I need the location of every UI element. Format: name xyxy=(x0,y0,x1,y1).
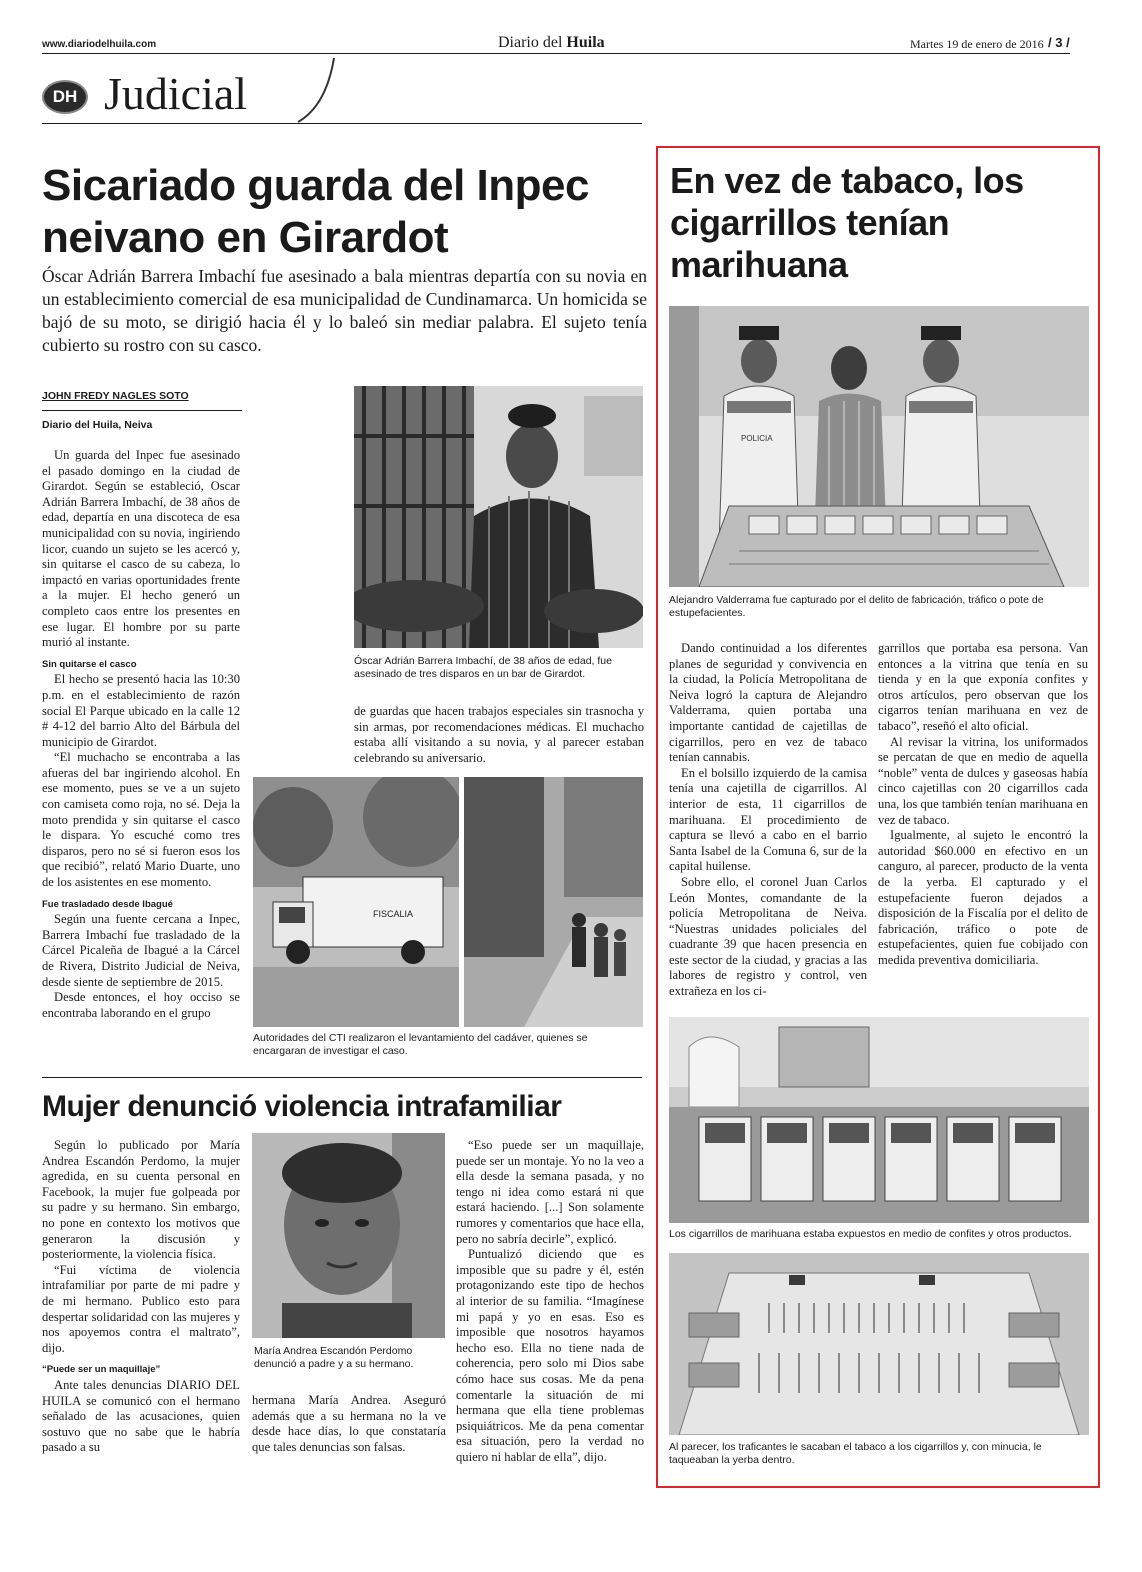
cti-photo-caption: Autoridades del CTI realizaron el levantamiento del cadáver, quienes se encargaran de investigar el caso. xyxy=(253,1032,588,1057)
article1-column-1 xyxy=(42,448,240,1021)
arrest-photo-caption: Alejandro Valderrama fue capturado por el delito de fabricación, tráfico o pote de estupefacientes. xyxy=(669,594,1044,619)
section-swoosh-decoration xyxy=(296,56,340,126)
article1-paragraph: “El muchacho se encontraba a las afueras del bar ingiriendo alcohol. En ese momento, pues se ve a un sujeto con camiseta como roja, no sé. Deja la moto prendida y sin quitarse el casco le dispara. Yo escuché como tres disparos, pero no sé si fueron esos los que recibió”, relató Mario Duarte, uno de los asistentes en ese momento. xyxy=(42,750,240,890)
article2-paragraph: Sobre ello, el coronel Juan Carlos León Montes, comandante de la policía Metropolitana de Neiva. “Nuestras unidades policiales del cuadrante 39 que hacen presencia en este sector de la ciudad, y gracias a las labores de registro y control, ven extrañeza en los ci- xyxy=(669,874,867,999)
article3-paragraph: Según lo publicado por María Andrea Escandón Perdomo, la mujer agredida, en su cuenta personal en Facebook, la mujer fue golpeada por su padre y su hermano. Sin embargo, no pone en contexto los motivos que generaron la discusión y posteriormente, la violencia física. xyxy=(42,1138,240,1262)
arrest-photo-illustration xyxy=(669,306,1089,587)
article3-top-rule xyxy=(42,1077,642,1078)
header-rule xyxy=(42,53,1070,54)
issue-date: Martes 19 de enero de 2016 xyxy=(910,37,1044,51)
cti-agents-illustration xyxy=(464,777,643,1027)
paper-name xyxy=(498,34,605,52)
article3-paragraph: Puntualizó diciendo que es imposible que su padre y él, estén protagonizando este tipo de hechos al interior de su familia. “Imagínese mi papá y yo en esas. Eso es imposible que nosotros hayamos hecho eso. Ella no tiene nada de coherencia, pero solo mi Dios sabe cómo hace sus cosas. Me da pena comentarle la situación de mi hermana que ella tiene problemas psiquiátricos. Me da pena comentar esa situación, pero la verdad no quiero ni hablar de ella”, dijo. xyxy=(456,1247,644,1464)
article3-subhead: “Puede ser un maquillaje” xyxy=(42,1364,161,1376)
woman-photo-illustration xyxy=(252,1133,445,1338)
article2-column-1 xyxy=(669,641,867,1000)
cigarettes-illustration xyxy=(669,1253,1089,1435)
victim-photo-caption: Óscar Adrián Barrera Imbachí, de 38 años de edad, fue asesinado de tres disparos en un bar de Girardot. xyxy=(354,655,612,680)
victim-photo xyxy=(354,386,643,648)
cti-van-illustration xyxy=(253,777,459,1027)
article2-headline: En vez de tabaco, los cigarrillos tenían marihuana xyxy=(670,160,1024,285)
article1-paragraph: El hecho se presentó hacia las 10:30 p.m. en el establecimiento de razón social El Parque ubicado en la calle 12 # 4-12 del barrio Alto del Bárbula del municipio de Girardot. xyxy=(42,672,240,749)
article2-paragraph: Dando continuidad a los diferentes planes de seguridad y convivencia en la ciudad, la Policía Metropolitana de Neiva logró la captura de Alejandro Valderrama, quien portaba una importante cantidad de cajetillas de cigarrillos, pero en vez de tabaco tenían cannabis. xyxy=(669,641,867,765)
article3-paragraph: “Eso puede ser un maquillaje, puede ser un montaje. Yo no la veo a ella desde la semana pasada, y no tengo ni idea como estará ni que estará haciendo. [...] Son solamente rumores y comentarios que hace ella, pero no sabría decirle”, explicó. xyxy=(456,1138,644,1246)
display-case-caption: Los cigarrillos de marihuana estaba expuestos en medio de confites y otros productos. xyxy=(669,1228,1072,1240)
website-url: www.diariodelhuila.com xyxy=(42,39,157,50)
article1-paragraph: Desde entonces, el hoy occiso se encontraba laborando en el grupo xyxy=(42,990,240,1020)
article1-paragraph: Según una fuente cercana a Inpec, Barrera Imbachí fue trasladado de la Cárcel Picaleña de Ibagué a la Cárcel de Rivera, Distrito Judicial de Neiva, desde siente de septiembre de 2015. xyxy=(42,912,240,989)
article1-paragraph: Un guarda del Inpec fue asesinado el pasado domingo en la ciudad de Girardot. Según se estableció, Oscar Adrián Barrera Imbachí, de 38 años de edad, departía en una discoteca de esa municipalidad con su novia, ingiriendo licor, cuando un sujeto se les acercó y, sin quitarse el casco de su cabeza, lo impactó en varias oportunidades frente a la mujer. El hecho generó un completo caos entre los presentes en ese lugar. El hombre por su parte murió al instante. xyxy=(42,448,240,650)
section-rule xyxy=(42,123,642,124)
van-label: FISCALIA xyxy=(373,909,414,919)
article1-column-2 xyxy=(354,704,644,766)
article2-paragraph: Igualmente, al sujeto le encontró la autoridad $60.000 en efectivo en un canguro, al parecer, producto de la venta de la yerba. El capturado y el estupefaciente fueron dejados a disposición de la Fiscalía por el delito de fabricación, tráfico o pote de estupefacientes, quien fue cobijado con medida preventiva domiciliaria. xyxy=(878,828,1088,967)
article1-paragraph: de guardas que hacen trabajos especiales sin trasnocha y sin armas, por recomendaciones médicas. El muchacho estaba allí visitando a su novia, y al parecer estaban celebrando su aniversario. xyxy=(354,704,644,765)
article1-subhead: Sin quitarse el casco xyxy=(42,658,137,670)
article1-deck: Óscar Adrián Barrera Imbachí fue asesinado a bala mientras departía con su novia en un establecimiento comercial de esa municipalidad de Cundinamarca. Un homicida se bajó de su moto, se dirigió hacia él y lo baleó sin mediar palabra. El sujeto tenía cubierto su rostro con su casco. xyxy=(42,266,647,355)
section-title: Judicial xyxy=(104,68,248,119)
article2-column-2 xyxy=(878,641,1088,968)
byline-rule xyxy=(42,410,242,411)
victim-photo-illustration xyxy=(354,386,643,648)
vest-label: POLICIA xyxy=(741,434,773,443)
article1-subhead: Fue trasladado desde Ibagué xyxy=(42,898,173,910)
woman-photo xyxy=(252,1133,445,1338)
article2-paragraph: En el bolsillo izquierdo de la camisa tenía una cajetilla de cigarrillos. Al interior de esta, 11 cigarrillos de marihuana. El procedimiento de captura se llevó a cabo en el barrio Santa Isabel de la Comuna 6, sur de la capital huilense. xyxy=(669,765,867,874)
article2-paragraph: garrillos que portaba esa persona. Van entonces a la vitrina que tenía en su tienda y en la que exponía confites y otros artículos, pero observan que los cigarros tenían marihuana en vez de tabaco”, reseñó el alto oficial. xyxy=(878,641,1088,733)
article1-headline: Sicariado guarda del Inpec neivano en Girardot xyxy=(42,161,589,262)
article3-column-2 xyxy=(252,1393,446,1455)
cigarettes-photo xyxy=(669,1253,1089,1435)
cti-van-photo xyxy=(253,777,459,1027)
paper-name-bold: Huila xyxy=(566,34,605,51)
article3-headline: Mujer denunció violencia intrafamiliar xyxy=(42,1090,562,1123)
woman-photo-caption: María Andrea Escandón Perdomo denunció a padre y a su hermano. xyxy=(254,1345,414,1370)
arrest-photo xyxy=(669,306,1089,587)
article3-paragraph: Ante tales denuncias DIARIO DEL HUILA se comunicó con el hermano señalado de las acusaciones, quien sostuvo que no sabe que le habría pasado a su xyxy=(42,1377,240,1455)
display-case-illustration xyxy=(669,1017,1089,1223)
display-case-photo xyxy=(669,1017,1089,1223)
page-number: / 3 / xyxy=(1048,35,1070,50)
article1-source: Diario del Huila, Neiva xyxy=(42,419,153,431)
dh-logo: DH xyxy=(42,80,88,114)
cigarettes-caption: Al parecer, los traficantes le sacaban el tabaco a los cigarrillos y, con minucia, le taqueaban la yerba dentro. xyxy=(669,1441,1042,1466)
article3-paragraph: hermana María Andrea. Aseguró además que a su hermana no la ve desde hace días, lo que constataría que tales denuncias son falsas. xyxy=(252,1393,446,1454)
paper-name-prefix: Diario del xyxy=(498,34,567,51)
article3-paragraph: “Fui víctima de violencia intrafamiliar por parte de mi padre y de mi hermano. Publico esto para despertar solidaridad con las mujeres y nos apoyemos contra el maltrato”, dijo. xyxy=(42,1262,240,1355)
cti-agents-photo xyxy=(464,777,643,1027)
article1-byline: JOHN FREDY NAGLES SOTO xyxy=(42,390,189,402)
article3-column-1 xyxy=(42,1138,240,1456)
article3-column-3 xyxy=(456,1138,644,1465)
article2-paragraph: Al revisar la vitrina, los uniformados se percatan de que en medio de aquella “noble” venta de dulces y gaseosas había cinco cajetillas con 20 cigarrillos cada una, los que también tenían marihuana en vez de tabaco. xyxy=(878,734,1088,827)
